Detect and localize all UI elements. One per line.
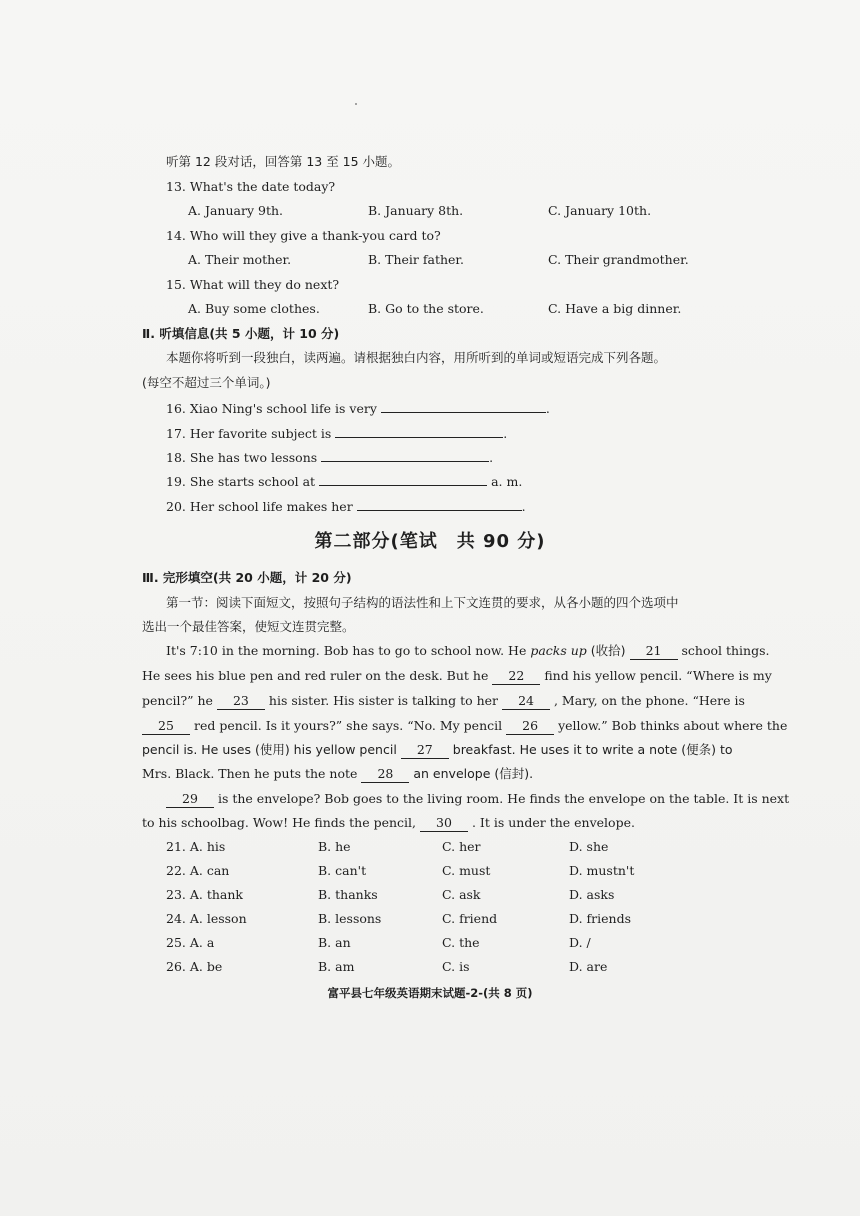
passage-line-7: 29 is the envelope? Bob goes to the living room. He finds the envelope on the table. It is next: [166, 791, 789, 808]
option-22-a: 22. A. can: [166, 863, 230, 878]
option-23-c: C. ask: [442, 887, 481, 902]
option-26-a: 26. A. be: [166, 959, 223, 974]
q14-option-c: C. Their grandmother.: [548, 252, 689, 267]
answer-blank-16[interactable]: [381, 399, 546, 413]
option-26-b: B. am: [318, 959, 355, 974]
option-24-c: C. friend: [442, 911, 498, 926]
answer-blank-17[interactable]: [335, 424, 503, 438]
option-23-a: 23. A. thank: [166, 887, 243, 902]
q13-option-c: C. January 10th.: [548, 203, 652, 218]
cloze-blank-23[interactable]: 23: [217, 693, 265, 710]
q13-option-a: A. January 9th.: [188, 203, 284, 218]
answer-blank-18[interactable]: [321, 448, 489, 462]
q15-option-a: A. Buy some clothes.: [188, 301, 320, 316]
option-22-c: C. must: [442, 863, 491, 878]
part-2-heading: 第二部分(笔试 共 90 分): [314, 531, 546, 552]
cloze-blank-21[interactable]: 21: [630, 643, 678, 660]
scan-speck: [355, 103, 357, 105]
cloze-blank-25[interactable]: 25: [142, 718, 190, 735]
cloze-blank-22[interactable]: 22: [492, 668, 540, 685]
passage-line-4: 25 red pencil. Is it yours?” she says. “No. My pencil 26 yellow.” Bob thinks about where the: [142, 718, 787, 735]
passage-line-6: Mrs. Black. Then he puts the note 28 an envelope (信封).: [142, 766, 534, 781]
q13-option-b: B. January 8th.: [368, 203, 464, 218]
answer-blank-20[interactable]: [357, 497, 522, 511]
passage-line-8: to his schoolbag. Wow! He finds the pencil, 30 . It is under the envelope.: [142, 815, 635, 830]
passage-line-1: It's 7:10 in the morning. Bob has to go to school now. He packs up (收拾) 21 school things.: [166, 643, 770, 658]
option-24-a: 24. A. lesson: [166, 911, 247, 926]
cloze-blank-27[interactable]: 27: [401, 742, 449, 759]
fill-item-16: 16. Xiao Ning's school life is very .: [166, 401, 550, 416]
option-21-d: D. she: [569, 839, 609, 854]
option-23-d: D. asks: [569, 887, 615, 902]
fill-item-19: 19. She starts school at a. m.: [166, 474, 523, 489]
fill-item-20: 20. Her school life makes her .: [166, 499, 526, 514]
cloze-blank-29[interactable]: 29: [166, 791, 214, 808]
passage-line-2: He sees his blue pen and red ruler on the desk. But he 22 find his yellow pencil. “Where is my: [142, 668, 772, 683]
option-23-b: B. thanks: [318, 887, 378, 902]
passage-line-5: pencil is. He uses (使用) his yellow pencil 27 breakfast. He uses it to write a note (便条) to: [142, 742, 733, 757]
option-21-c: C. her: [442, 839, 481, 854]
option-21-a: 21. A. his: [166, 839, 226, 854]
option-24-b: B. lessons: [318, 911, 382, 926]
option-26-c: C. is: [442, 959, 470, 974]
q14-option-a: A. Their mother.: [188, 252, 292, 267]
section-3-instruction-cont: 选出一个最佳答案，使短文连贯完整。: [142, 619, 355, 634]
answer-blank-19[interactable]: [319, 472, 487, 486]
question-15: 15. What will they do next?: [166, 277, 340, 292]
cloze-blank-30[interactable]: 30: [420, 815, 468, 832]
option-24-d: D. friends: [569, 911, 631, 926]
option-25-c: C. the: [442, 935, 480, 950]
fill-item-17: 17. Her favorite subject is .: [166, 426, 508, 441]
option-22-d: D. mustn't: [569, 863, 635, 878]
cloze-blank-26[interactable]: 26: [506, 718, 554, 735]
option-21-b: B. he: [318, 839, 351, 854]
passage-line-3: pencil?” he 23 his sister. His sister is talking to her 24 , Mary, on the phone. “Here is: [142, 693, 745, 708]
q15-option-b: B. Go to the store.: [368, 301, 484, 316]
section-2-title: Ⅱ. 听填信息(共 5 小题，计 10 分): [142, 326, 340, 341]
cloze-blank-28[interactable]: 28: [361, 766, 409, 783]
option-22-b: B. can't: [318, 863, 367, 878]
section-2-instruction: 本题你将听到一段独白，读两遍。请根据独白内容，用所听到的单词或短语完成下列各题。: [166, 350, 667, 365]
fill-item-18: 18. She has two lessons .: [166, 450, 494, 465]
question-14: 14. Who will they give a thank-you card to?: [166, 228, 441, 243]
section-3-instruction: 第一节：阅读下面短文，按照句子结构的语法性和上下文连贯的要求，从各小题的四个选项中: [166, 595, 679, 610]
page-footer: 富平县七年级英语期末试题-2-(共 8 页): [327, 986, 533, 1000]
option-25-d: D. /: [569, 935, 591, 950]
option-25-b: B. an: [318, 935, 351, 950]
section-2-instruction-note: (每空不超过三个单词。): [142, 375, 271, 390]
question-13: 13. What's the date today?: [166, 179, 336, 194]
listening-intro: 听第 12 段对话，回答第 13 至 15 小题。: [166, 154, 401, 169]
option-26-d: D. are: [569, 959, 608, 974]
q14-option-b: B. Their father.: [368, 252, 464, 267]
q15-option-c: C. Have a big dinner.: [548, 301, 682, 316]
cloze-blank-24[interactable]: 24: [502, 693, 550, 710]
section-3-title: Ⅲ. 完形填空(共 20 小题，计 20 分): [142, 570, 352, 585]
option-25-a: 25. A. a: [166, 935, 215, 950]
